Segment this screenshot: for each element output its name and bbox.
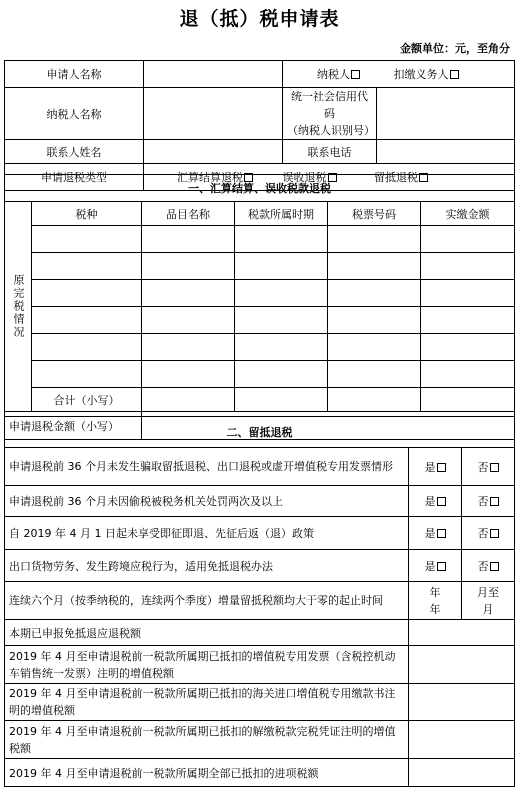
table-row [5, 334, 515, 361]
question-3: 自 2019 年 4 月 1 日起未享受即征即退、先征后返（退）政策 [5, 517, 409, 550]
taxpayer-name-label: 纳税人名称 [5, 88, 144, 140]
amount-row-4-field[interactable] [409, 721, 515, 759]
amount-row-2: 2019 年 4 月至申请退税前一税款所属期已抵扣的增值税专用发票（含税控机动车销售统一发票）注明的增值税额 [5, 646, 409, 684]
checkbox-icon[interactable] [437, 562, 446, 571]
taxpayer-name-field[interactable] [144, 88, 283, 140]
col-header-item-name: 品目名称 [142, 202, 235, 226]
period-question: 连续六个月（按季纳税的，连续两个季度）增量留抵税额均大于零的起止时间 [5, 582, 409, 620]
refund-type-label: 申请退税类型 [5, 164, 144, 191]
total-field[interactable] [142, 388, 235, 412]
contact-phone-field[interactable] [377, 140, 515, 164]
section2-heading: 二、留抵退税 [5, 417, 515, 448]
question-1-yes[interactable]: 是 [409, 448, 462, 486]
taxpayer-option[interactable]: 纳税人 [317, 68, 360, 81]
amount-row-3-field[interactable] [409, 684, 515, 721]
checkbox-icon[interactable] [351, 70, 360, 79]
refund-amount-label: 申请退税金额（小写） [5, 412, 142, 440]
applicant-name-label: 申请人名称 [5, 61, 144, 88]
col-header-paid-amount: 实缴金额 [421, 202, 515, 226]
period-end-field[interactable]: 月至 月 [462, 582, 515, 620]
table-row [5, 307, 515, 334]
checkbox-icon[interactable] [490, 463, 499, 472]
col-header-tax-period: 税款所属时期 [235, 202, 328, 226]
section1-heading: 一、汇算结算、误收税款退税 [5, 175, 515, 202]
question-1: 申请退税前 36 个月未发生骗取留抵退税、出口退税或虚开增值税专用发票情形 [5, 448, 409, 486]
checkbox-icon[interactable] [450, 70, 459, 79]
table-row [5, 280, 515, 307]
amount-row-1: 本期已申报免抵退应退税额 [5, 620, 409, 646]
table-row [5, 361, 515, 388]
amount-row-2-field[interactable] [409, 646, 515, 684]
question-2-yes[interactable]: 是 [409, 486, 462, 517]
credit-code-label: 统一社会信用代码 （纳税人识别号） [283, 88, 377, 140]
amount-row-5: 2019 年 4 月至申请退税前一税款所属期全部已抵扣的进项税额 [5, 759, 409, 787]
amount-row-3: 2019 年 4 月至申请退税前一税款所属期已抵扣的海关进口增值税专用缴款书注明的增值税额 [5, 684, 409, 721]
checkbox-icon[interactable] [490, 497, 499, 506]
section2-table [4, 416, 515, 787]
section1-table [4, 174, 515, 440]
col-header-tax-type: 税种 [32, 202, 142, 226]
applicant-role-options [283, 61, 515, 88]
question-3-no[interactable]: 否 [462, 517, 515, 550]
contact-name-label: 联系人姓名 [5, 140, 144, 164]
applicant-info-table [4, 60, 515, 191]
settlement-refund-option[interactable]: 汇算结算退税 [177, 171, 253, 184]
table-row [5, 226, 515, 253]
period-start-field[interactable]: 年 年 [409, 582, 462, 620]
form-title: 退（抵）税申请表 [179, 8, 340, 30]
question-4: 出口货物劳务、发生跨境应税行为，适用免抵退税办法 [5, 550, 409, 582]
checkbox-icon[interactable] [437, 529, 446, 538]
question-2: 申请退税前 36 个月未因偷税被税务机关处罚两次及以上 [5, 486, 409, 517]
question-2-no[interactable]: 否 [462, 486, 515, 517]
original-tax-side-label: 原完税情况 [5, 202, 32, 412]
retained-credit-refund-option[interactable]: 留抵退税 [374, 171, 428, 184]
amount-row-1-field[interactable] [409, 620, 515, 646]
checkbox-icon[interactable] [437, 497, 446, 506]
contact-name-field[interactable] [144, 140, 283, 164]
amount-row-4: 2019 年 4 月至申请退税前一税款所属期已抵扣的解缴税款完税凭证注明的增值税额 [5, 721, 409, 759]
question-3-yes[interactable]: 是 [409, 517, 462, 550]
checkbox-icon[interactable] [437, 463, 446, 472]
applicant-name-field[interactable] [144, 61, 283, 88]
withholding-agent-option[interactable]: 扣缴义务人 [394, 68, 459, 81]
mistaken-refund-option[interactable]: 误收退税 [283, 171, 337, 184]
amount-unit-note: 金额单位：元，至角分 [400, 42, 510, 55]
question-1-no[interactable]: 否 [462, 448, 515, 486]
question-4-yes[interactable]: 是 [409, 550, 462, 582]
table-row [5, 253, 515, 280]
col-header-ticket-number: 税票号码 [328, 202, 421, 226]
question-4-no[interactable]: 否 [462, 550, 515, 582]
total-label: 合计（小写） [32, 388, 142, 412]
checkbox-icon[interactable] [490, 529, 499, 538]
credit-code-field[interactable] [377, 88, 515, 140]
checkbox-icon[interactable] [490, 562, 499, 571]
amount-row-5-field[interactable] [409, 759, 515, 787]
contact-phone-label: 联系电话 [283, 140, 377, 164]
